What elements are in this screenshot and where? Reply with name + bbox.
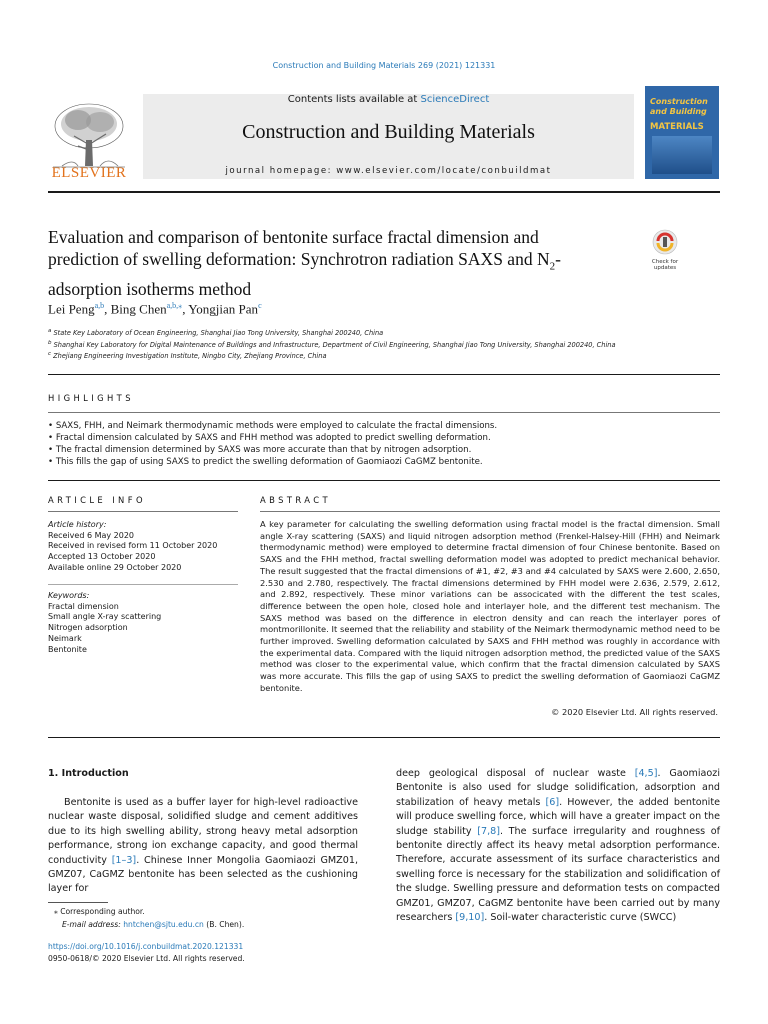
- highlight-item: • SAXS, FHH, and Neimark thermodynamic methods were employed to calculate the fractal dimensions.: [48, 421, 498, 431]
- author-separator: ,: [182, 301, 189, 317]
- highlights-heading: HIGHLIGHTS: [48, 393, 134, 403]
- paragraph-text: . Gaomiaozi Bentonite is also used for sludge solidification, adsorption and stabilization of heavy metals: [396, 768, 720, 808]
- citation-link[interactable]: [9,10]: [455, 912, 485, 924]
- keyword: Bentonite: [48, 644, 87, 654]
- footnote-text: Corresponding author.: [60, 907, 145, 916]
- introduction-paragraph-left: [48, 796, 358, 897]
- citation-link[interactable]: [7,8]: [477, 825, 500, 837]
- issn-line: 0950-0618/© 2020 Elsevier Ltd. All rights reserved.: [48, 953, 245, 963]
- history-accepted: Accepted 13 October 2020: [48, 552, 156, 562]
- journal-title: Construction and Building Materials: [242, 121, 535, 143]
- affiliation-a: $^a$ State Key Laboratory of Ocean Engineering, Shanghai Jiao Tong University, Shanghai 200240, China: [48, 328, 384, 338]
- keyword: Fractal dimension: [48, 601, 119, 611]
- footnote-rule: [48, 902, 108, 903]
- highlight-item: • Fractal dimension calculated by SAXS and FHH method was adopted to predict swelling deformation.: [48, 433, 491, 443]
- check-for-updates-badge[interactable]: [647, 229, 683, 269]
- author-affiliation-mark[interactable]: a,b,⁎: [166, 301, 183, 310]
- publisher-name: ELSEVIER: [51, 165, 127, 181]
- keywords-divider: [48, 584, 238, 585]
- citation-link[interactable]: [1–3]: [111, 854, 137, 866]
- header-divider: [48, 191, 720, 193]
- author-email-link[interactable]: hntchen@sjtu.edu.cn: [123, 919, 204, 929]
- abstract-divider: [260, 511, 720, 512]
- abstract-bottom-divider: [48, 737, 720, 738]
- journal-homepage[interactable]: journal homepage: www.elsevier.com/locate/conbuildmat: [225, 166, 552, 176]
- abstract-text: A key parameter for calculating the swelling deformation using fractal model is the fractal dimension. Small angle X-ray scattering (SAXS) and liquid nitrogen adsorption method (Frenkel-Halsey-Hill (FHH) and Neimark thermodynamic method) were employed to determine fractal dimension of four Chinese bentonite. Based on SAXS and the FHH method, fractal swelling deformation model was adopted to predict mechanical behavior. The result suggested that the fractal dimensions of #1, #2, #3 and #4 calculated by SAXS were 2.600, 2.650, 2.530 and 2.780, respectively. The fractal dimensions determined by FHH model were 2.636, 2.579, 2.612, and 2.892, respectively. These minor variations can be associcated with the different the test scales, difference between the open hole, closed hole and interlayer hole, and the different test mechanism. The SAXS method was based on the difference in electron density and can reach the interlayer pores of montmorillonite. It seemed that the reliability and stability of the Neimark thermodynamic method need to be further improved. Swelling deformation calculated by SAXS and FHH method was roughly in accordance with the experimental data. Compared with the liquid nitrogen adsorption method, the predicted value of the SAXS method was closer to the experimental value, which confirm that the fractal dimension calculated by SAXS was more accurate. This fills the gap of using SAXS to predict the swelling deformation of Gaomiaozi CaGMZ bentonite.: [260, 519, 720, 693]
- highlight-item: • The fractal dimension determined by SAXS was more accurate than that by nitrogen adsorption.: [48, 445, 472, 455]
- abstract-copyright: © 2020 Elsevier Ltd. All rights reserved.: [551, 707, 718, 717]
- doi-block: [48, 941, 348, 964]
- author-affiliation-mark[interactable]: a,b: [94, 301, 105, 310]
- history-revised: Received in revised form 11 October 2020: [48, 541, 218, 551]
- keyword: Neimark: [48, 633, 82, 643]
- check-updates-icon: [647, 229, 683, 255]
- journal-reference[interactable]: Construction and Building Materials 269 (2021) 121331: [272, 61, 496, 70]
- footnote-mark: ⁎: [54, 907, 58, 916]
- affiliation-b: $^b$ Shanghai Key Laboratory for Digital Maintenance of Buildings and Infrastructure, Department of Civil Engineering, Shanghai Jiao Tong University, Shanghai 200240, China: [48, 340, 616, 350]
- affiliation-divider: [48, 374, 720, 375]
- paragraph-text: . Chinese Inner Mongolia Gaomiaozi GMZ01, GMZ07, CaGMZ bentonite has been selected as the cushioning layer for: [48, 854, 358, 895]
- corresponding-author-footnote: [48, 906, 348, 931]
- history-label: Article history:: [48, 520, 107, 529]
- email-label: E-mail address:: [62, 919, 124, 929]
- introduction-paragraph-right: [396, 767, 720, 925]
- history-received: Received 6 May 2020: [48, 530, 135, 540]
- contents-line: [143, 94, 634, 105]
- author-name: Lei Peng: [48, 301, 95, 317]
- highlights-bottom-divider: [48, 480, 720, 481]
- history-online: Available online 29 October 2020: [48, 562, 182, 572]
- doi-link[interactable]: https://doi.org/10.1016/j.conbuildmat.2020.121331: [48, 942, 244, 951]
- email-suffix: (B. Chen).: [203, 919, 245, 929]
- paper-title: [48, 226, 608, 300]
- paragraph-text: . However, the added bentonite will produce swelling force, which will have a greater impact on the sludge stability: [396, 796, 720, 837]
- highlights-divider: [48, 412, 720, 413]
- citation-link[interactable]: [6]: [545, 796, 560, 808]
- affiliation-c: $^c$ Zhejiang Engineering Investigation Institute, Ningbo City, Zhejiang Province, China: [48, 351, 327, 361]
- paragraph-text: . Soil-water characteristic curve (SWCC): [484, 912, 677, 924]
- highlight-item: • This fills the gap of using SAXS to predict the swelling deformation of Gaomiaozi CaGMZ bentonite.: [48, 457, 483, 467]
- cover-subtitle: MATERIALS: [650, 122, 704, 132]
- citation-link[interactable]: [4,5]: [634, 768, 658, 779]
- paragraph-text: Bentonite is used as a buffer layer for high-level radioactive nuclear waste disposal, solidified sludge and cement additives due to its high swelling ability, strong heavy metal adsorption performance, strong ion exchange capacity, and good thermal conductivity: [48, 797, 358, 866]
- cover-image: [652, 136, 712, 174]
- title-subscript: 2: [549, 260, 556, 273]
- paragraph-text: . The surface irregularity and roughness of bentonite directly affect its heavy metal adsorption performance. Therefore, accurate assessment of its surface characteristics and swelling force is necessary for the stabilization and solidification of the sludge. Swelling pressure and deformation tests on compacted GMZ01, GMZ07, CaGMZ bentonite have been carried out by many researchers: [396, 825, 720, 924]
- author-separator: ,: [104, 301, 111, 317]
- article-history: [48, 520, 248, 574]
- check-updates-label: Check for updates: [651, 259, 679, 271]
- author-name: Yongjian Pan: [188, 301, 259, 317]
- paragraph-text: deep geological disposal of nuclear waste: [396, 768, 635, 779]
- sciencedirect-link[interactable]: ScienceDirect: [420, 94, 490, 105]
- author-name: Bing Chen: [110, 301, 167, 317]
- article-info-heading: ARTICLE INFO: [48, 495, 146, 505]
- article-info-divider: [48, 511, 238, 512]
- title-text-end: -adsorption isotherms method: [48, 249, 561, 299]
- keywords-label: Keywords:: [48, 591, 90, 600]
- introduction-heading: 1. Introduction: [48, 768, 129, 779]
- keywords-block: [48, 591, 248, 655]
- cover-title: Construction and Building: [650, 97, 708, 116]
- title-text: Evaluation and comparison of bentonite surface fractal dimension and prediction of swelling deformation: Synchrotron radiation SAXS and N: [48, 227, 550, 269]
- keyword: Nitrogen adsorption: [48, 623, 128, 633]
- keyword: Small angle X-ray scattering: [48, 612, 162, 622]
- author-list: [48, 301, 262, 317]
- abstract-heading: ABSTRACT: [260, 495, 331, 505]
- author-affiliation-mark[interactable]: c: [258, 301, 262, 310]
- contents-prefix: Contents lists available at: [287, 94, 421, 105]
